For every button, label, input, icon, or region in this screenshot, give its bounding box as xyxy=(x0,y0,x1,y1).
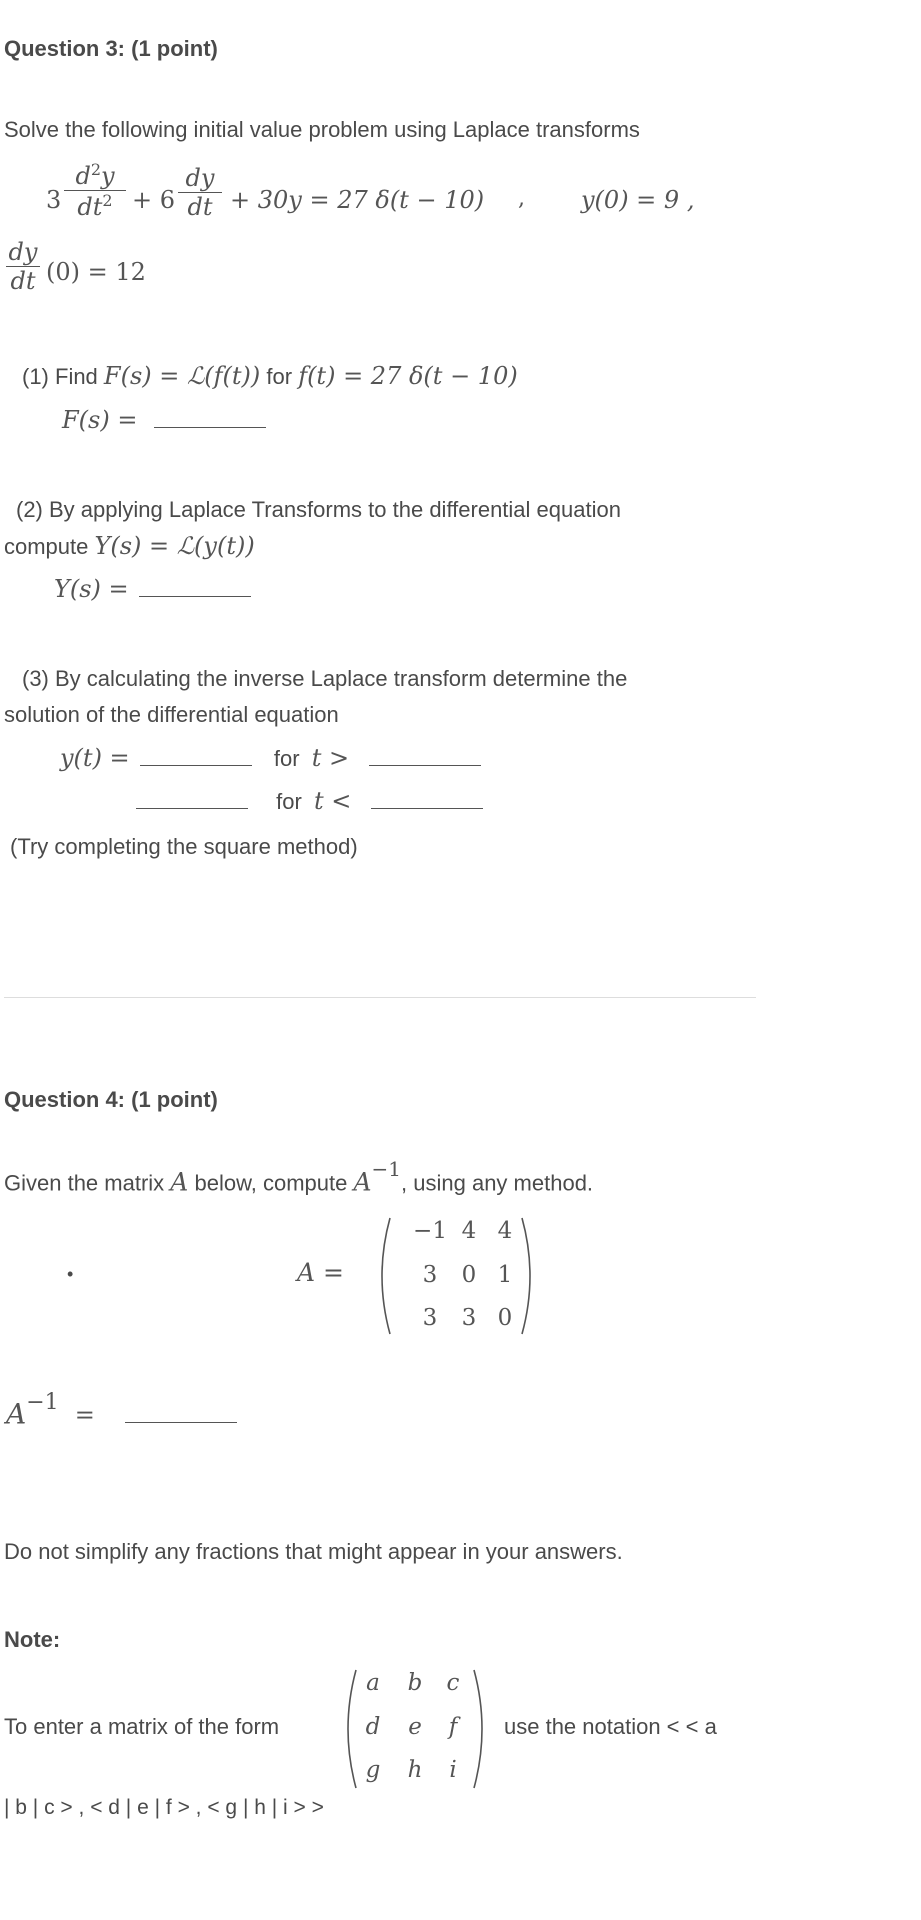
part2-line2 xyxy=(4,532,255,560)
part3-line1: (3) By calculating the inverse Laplace transform determine the xyxy=(22,666,628,691)
t-lt-answer-field[interactable] xyxy=(371,808,483,809)
dy0-den: dt xyxy=(10,267,36,295)
initial-condition-y0: y(0) = 9 , xyxy=(581,186,695,214)
note-matrix-cell: a xyxy=(366,1670,380,1696)
A-inv-sup: −1 xyxy=(26,1390,59,1415)
y-t-otherwise-answer-field[interactable] xyxy=(136,808,248,809)
bullet: • xyxy=(67,1264,74,1284)
dt-den: dt xyxy=(187,193,213,221)
matrix-A-cell: 1 xyxy=(497,1262,513,1288)
part1-prompt xyxy=(22,362,518,390)
part2-compute: compute xyxy=(4,534,89,559)
part1-for: for xyxy=(266,364,293,389)
A-inverse-answer-row xyxy=(6,1390,237,1436)
part3-line2: solution of the differential equation xyxy=(4,702,339,727)
note-matrix xyxy=(338,1666,492,1792)
ode-first-derivative xyxy=(178,164,222,221)
dy0-value: (0) = 12 xyxy=(46,258,146,286)
ode-plus6: + 6 xyxy=(132,186,176,214)
sup-2-den: 2 xyxy=(102,191,113,210)
fractions-note: Do not simplify any fractions that might appear in your answers. xyxy=(4,1539,623,1564)
part2-expr: Y(s) = ℒ(y(t)) xyxy=(94,532,255,560)
A-inv-A: A xyxy=(6,1397,27,1431)
ode-rest: + 30y = 27 δ(t − 10) xyxy=(230,186,485,214)
note-matrix-cell: d xyxy=(365,1714,381,1740)
dy-num: dy xyxy=(178,164,222,193)
question-divider xyxy=(4,997,756,998)
dy0-num: dy xyxy=(6,238,40,267)
note-matrix-cell: f xyxy=(448,1714,458,1740)
note-matrix-cell: e xyxy=(408,1714,422,1740)
t-gt-answer-field[interactable] xyxy=(369,765,481,766)
part2-line1: (2) By applying Laplace Transforms to the differential equation xyxy=(16,497,621,522)
part1-label: (1) Find xyxy=(22,364,98,389)
matrix-A-label: A = xyxy=(297,1258,344,1287)
A-inv-eq: = xyxy=(74,1401,95,1430)
matrix-A-cell: 3 xyxy=(461,1305,477,1331)
q4-intro-pre: Given the matrix xyxy=(4,1170,165,1196)
note-text-line2: | b | c > , < d | e | f > , < g | h | i > > xyxy=(4,1796,324,1819)
q4-intro-mid: below, compute xyxy=(194,1170,348,1196)
q4-intro-Ainv: A xyxy=(353,1167,372,1197)
ode-comma: , xyxy=(518,186,525,211)
note-matrix-cell: b xyxy=(407,1670,423,1696)
F-s-answer-field[interactable] xyxy=(154,427,266,428)
part3-hint: (Try completing the square method) xyxy=(10,834,358,859)
Y-s-answer-field[interactable] xyxy=(139,596,251,597)
part2-answer-row xyxy=(54,575,251,603)
sup-2: 2 xyxy=(90,160,101,179)
note-heading: Note: xyxy=(4,1627,61,1652)
matrix-A-cell: 0 xyxy=(497,1305,513,1331)
q3-heading: Question 3: (1 point) xyxy=(4,36,218,61)
q4-intro xyxy=(4,1157,594,1197)
t-lt-symbol: t < xyxy=(313,787,352,815)
t-gt-symbol: t > xyxy=(311,744,350,772)
part3-answer-row2 xyxy=(136,787,483,815)
dt-symbol: dt xyxy=(77,193,103,221)
note-matrix-cell: g xyxy=(365,1757,381,1783)
part1-func: f(t) = 27 δ(t − 10) xyxy=(298,362,518,390)
q4-intro-post: , using any method. xyxy=(401,1170,594,1196)
part3-answer-row1 xyxy=(60,744,481,772)
y-symbol: y xyxy=(101,162,115,190)
ode-second-derivative xyxy=(64,160,126,221)
matrix-A-cell: 3 xyxy=(422,1305,438,1331)
y-t-label: y(t) = xyxy=(60,744,130,772)
matrix-A-cell: 4 xyxy=(461,1218,477,1244)
A-inverse-answer-field[interactable] xyxy=(125,1422,237,1423)
y-t-answer-field[interactable] xyxy=(140,765,252,766)
d-symbol: d xyxy=(75,162,91,190)
note-matrix-cell: i xyxy=(449,1757,457,1783)
note-matrix-cell: h xyxy=(407,1757,423,1783)
note-matrix-cell: c xyxy=(446,1670,460,1696)
q4-intro-A: A xyxy=(170,1167,189,1197)
matrix-A-cell: 0 xyxy=(461,1262,477,1288)
F-s-label: F(s) = xyxy=(62,406,138,434)
matrix-A-cell: 4 xyxy=(497,1218,513,1244)
for-gt-label: for xyxy=(273,746,300,771)
Y-s-label: Y(s) = xyxy=(54,575,129,603)
matrix-A-cell: 3 xyxy=(422,1262,438,1288)
q4-heading: Question 4: (1 point) xyxy=(4,1087,218,1112)
matrix-A-cell: −1 xyxy=(413,1218,447,1244)
part1-expr: F(s) = ℒ(f(t)) xyxy=(103,362,261,390)
q3-intro: Solve the following initial value problem using Laplace transforms xyxy=(4,117,640,142)
matrix-A xyxy=(372,1214,540,1338)
part1-answer-row xyxy=(62,406,266,434)
for-lt-label: for xyxy=(276,789,302,814)
q4-intro-sup: −1 xyxy=(371,1157,402,1181)
note-text-post: use the notation < < a xyxy=(504,1714,717,1739)
ode-coef: 3 xyxy=(46,186,62,214)
note-text-pre: To enter a matrix of the form xyxy=(4,1714,280,1739)
